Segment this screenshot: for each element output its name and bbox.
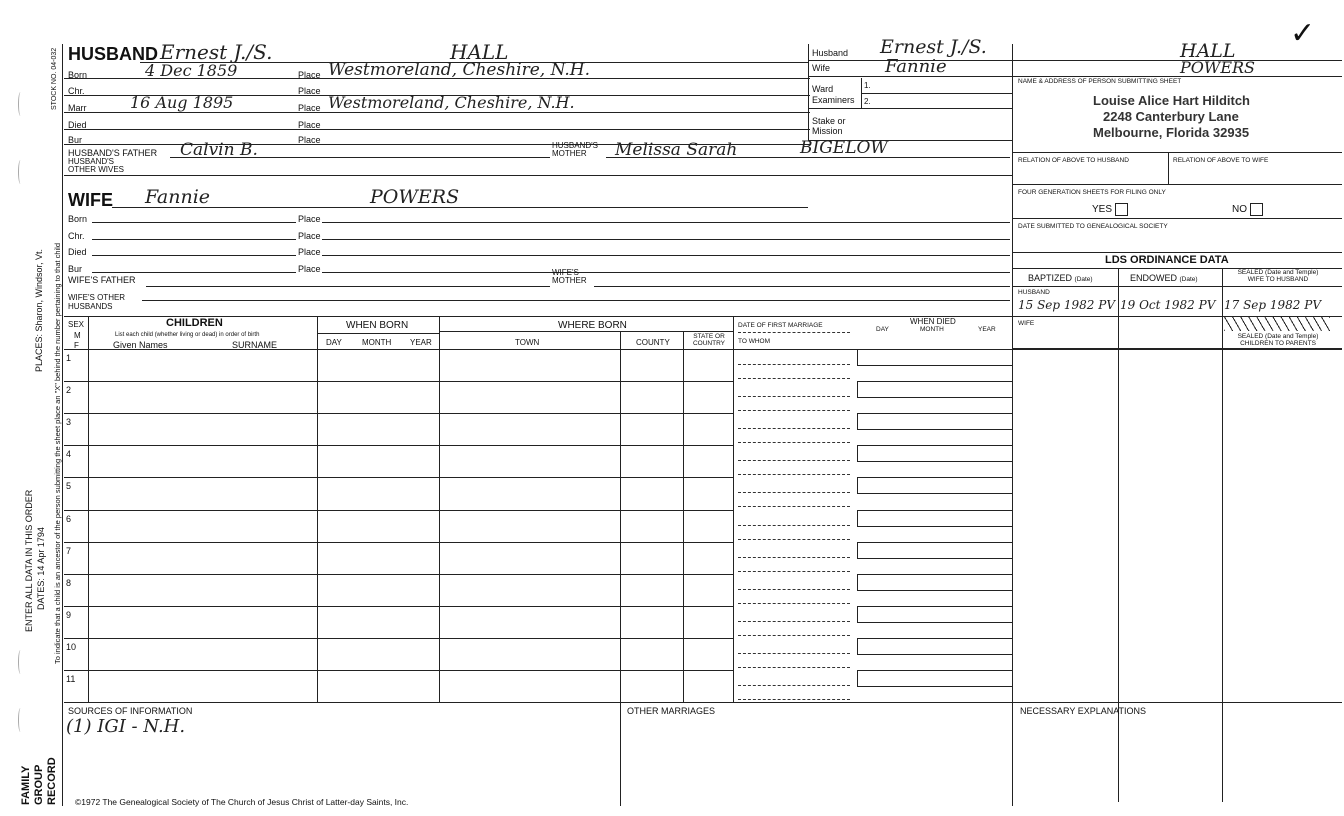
submitter-label: NAME & ADDRESS OF PERSON SUBMITTING SHEET (1018, 78, 1182, 85)
born-day: DAY (326, 338, 342, 347)
child-row-number: 10 (66, 642, 77, 652)
died-date-box (857, 606, 1013, 623)
checkmark: ✓ (1290, 16, 1316, 51)
marriage-date-line (738, 364, 850, 365)
four-gen-label: FOUR GENERATION SHEETS FOR FILING ONLY (1018, 189, 1166, 196)
when-died-label: WHEN DIED (910, 317, 956, 326)
wife-bur-label: Bur (68, 264, 83, 274)
given-names-label: Given Names (113, 340, 168, 350)
baptized-value: 15 Sep 1982 PV (1018, 298, 1115, 312)
to-whom-line (738, 603, 850, 604)
hatched-box (1224, 317, 1330, 331)
born-year: YEAR (410, 338, 432, 347)
marriage-date-line (738, 428, 850, 429)
no-box[interactable] (1250, 203, 1263, 216)
sex-label: SEX (68, 320, 85, 329)
to-whom-line (738, 410, 850, 411)
places-note: PLACES: Sharon, Windsor, Vt. (34, 248, 44, 372)
to-whom-line (738, 506, 850, 507)
examiner-1: 1. (864, 81, 871, 90)
to-whom-line (738, 699, 850, 700)
died-date-box (857, 381, 1013, 398)
wife-died-place-label: Place (298, 247, 321, 257)
marriage-date-line (738, 460, 850, 461)
husband-father-label: HUSBAND'S FATHER (68, 148, 158, 158)
other-marriages-label: OTHER MARRIAGES (627, 706, 716, 716)
wife-row-label: WIFE (1018, 320, 1035, 327)
to-whom-line (738, 635, 850, 636)
first-marriage-label: DATE OF FIRST MARRIAGE (738, 322, 823, 329)
row-divider (64, 445, 733, 446)
marriage-date-line (738, 396, 850, 397)
child-row-number: 5 (66, 481, 72, 491)
husband-row-label: HUSBAND (1018, 289, 1050, 296)
child-row-number: 8 (66, 578, 72, 588)
husband-chr-place-label: Place (298, 86, 321, 96)
endowed-value: 19 Oct 1982 PV (1120, 298, 1216, 312)
child-row-number: 9 (66, 610, 72, 620)
child-row-number: 4 (66, 449, 72, 459)
husband-marr-place-label: Place (298, 103, 321, 113)
row-divider (64, 574, 733, 575)
rh-wife-label: Wife (812, 63, 830, 73)
town-label: TOWN (515, 338, 540, 347)
row-divider (64, 381, 733, 382)
husband-label: HUSBAND (68, 44, 158, 64)
surname-label: SURNAME (232, 340, 278, 350)
stake-label: Stake or (812, 116, 846, 126)
wife-died-label: Died (68, 247, 87, 257)
husband-born-label: Born (68, 70, 88, 80)
when-born-label: WHEN BORN (346, 320, 409, 331)
submitter-name: Louise Alice Hart Hilditch (1093, 93, 1250, 108)
wife-father-label: WIFE'S FATHER (68, 275, 136, 285)
husband-died-place-label: Place (298, 120, 321, 130)
husband-father-value: Calvin B. (180, 140, 258, 160)
stock-number: STOCK NO. 04-032 (51, 47, 58, 110)
to-whom-line (738, 442, 850, 443)
yes-box[interactable] (1115, 203, 1128, 216)
husband-mother-label: HUSBAND'S MOTHER (552, 141, 598, 158)
to-whom-label: TO WHOM (738, 338, 771, 345)
husband-born-place: Westmoreland, Cheshire, N.H. (328, 60, 590, 80)
baptized-label: BAPTIZED (Date) (1028, 273, 1093, 283)
punch-mark (18, 160, 23, 184)
row-divider (64, 413, 733, 414)
examiners-label: Examiners (812, 95, 855, 105)
child-row-number: 2 (66, 385, 72, 395)
child-row-number: 7 (66, 546, 72, 556)
husband-born-value: 4 Dec 1859 (145, 61, 238, 80)
died-date-box (857, 349, 1013, 366)
sex-f: F (74, 341, 79, 350)
died-date-box (857, 542, 1013, 559)
rh-husband-label: Husband (812, 48, 849, 58)
rh-husband-value: Ernest J./S. (880, 36, 987, 58)
endowed-label: ENDOWED (Date) (1130, 273, 1198, 283)
row-divider (64, 638, 733, 639)
died-date-box (857, 638, 1013, 655)
copyright: ©1972 The Genealogical Society of The Church of Jesus Christ of Latter-day Saints, Inc. (75, 797, 409, 807)
examiner-2: 2. (864, 97, 871, 106)
wife-other-husbands-label: WIFE'S OTHER HUSBANDS (68, 293, 126, 311)
sealed-wife-label: SEALED (Date and Temple) WIFE TO HUSBAND (1237, 269, 1319, 283)
sealed-value: 17 Sep 1982 PV (1224, 298, 1321, 312)
enter-data-note: ENTER ALL DATA IN THIS ORDER (24, 489, 34, 632)
husband-chr-label: Chr. (68, 86, 85, 96)
x-note: To indicate that a child is an ancestor of the person submitting the sheet place an "X" behind the number pertaining to that child (53, 242, 62, 664)
yes-label: YES (1092, 204, 1113, 216)
died-day: DAY (876, 326, 889, 333)
where-born-label: WHERE BORN (558, 320, 627, 331)
marriage-date-line (738, 685, 850, 686)
died-date-box (857, 445, 1013, 462)
died-date-box (857, 477, 1013, 494)
rh-husband-surname: HALL (1180, 40, 1236, 62)
wife-born-label: Born (68, 214, 88, 224)
sex-m: M (74, 331, 81, 340)
record-title-record: RECORD (46, 757, 58, 805)
husband-marr-value: 16 Aug 1895 (130, 93, 234, 112)
children-title: CHILDREN (166, 317, 223, 329)
husband-born-place-label: Place (298, 70, 321, 80)
rh-wife-value: Fannie (885, 56, 947, 77)
no-label: NO (1232, 204, 1247, 216)
died-date-box (857, 510, 1013, 527)
to-whom-line (738, 571, 850, 572)
wife-label: WIFE (68, 190, 113, 210)
wife-surname: POWERS (370, 186, 460, 208)
husband-bur-place-label: Place (298, 135, 321, 145)
row-divider (64, 477, 733, 478)
punch-mark (18, 708, 23, 732)
date-submitted-label: DATE SUBMITTED TO GENEALOGICAL SOCIETY (1018, 223, 1168, 230)
punch-mark (18, 650, 23, 674)
husband-marr-label: Marr (68, 103, 87, 113)
husband-mother-surname: BIGELOW (800, 138, 888, 158)
husband-bur-label: Bur (68, 135, 83, 145)
marriage-date-line (738, 621, 850, 622)
row-divider (64, 510, 733, 511)
sources-label: SOURCES OF INFORMATION (68, 706, 193, 716)
wife-chr-label: Chr. (68, 231, 85, 241)
child-row-number: 6 (66, 514, 72, 524)
punch-mark (18, 92, 23, 116)
marriage-date-line (738, 492, 850, 493)
wife-chr-place-label: Place (298, 231, 321, 241)
marriage-date-line (738, 557, 850, 558)
children-list-note: List each child (whether living or dead) in order of birth (115, 332, 260, 338)
died-year: YEAR (978, 326, 996, 333)
husband-marr-place: Westmoreland, Cheshire, N.H. (328, 93, 575, 112)
wife-bur-place-label: Place (298, 264, 321, 274)
to-whom-line (738, 378, 850, 379)
submitter-street: 2248 Canterbury Lane (1103, 109, 1239, 124)
row-divider (64, 670, 733, 671)
died-month: MONTH (920, 326, 944, 333)
child-row-number: 11 (66, 674, 76, 684)
died-date-box (857, 574, 1013, 591)
sealed-children-label: SEALED (Date and Temple) CHILDREN TO PARENTS (1237, 333, 1319, 347)
dates-example: DATES: 14 Apr 1794 (36, 527, 46, 610)
child-row-number: 1 (66, 353, 72, 363)
relation-husband-label: RELATION OF ABOVE TO HUSBAND (1018, 157, 1129, 164)
relation-wife-label: RELATION OF ABOVE TO WIFE (1173, 157, 1269, 164)
child-row-number: 3 (66, 417, 72, 427)
necessary-explanations-label: NECESSARY EXPLANATIONS (1020, 706, 1147, 716)
husband-surname: HALL (450, 40, 509, 64)
row-divider (64, 542, 733, 543)
ward-label: Ward (812, 84, 834, 94)
born-month: MONTH (362, 338, 392, 347)
died-date-box (857, 670, 1013, 687)
yes-checkbox[interactable] (1092, 203, 1128, 216)
row-divider (64, 606, 733, 607)
sources-value: (1) IGI - N.H. (66, 716, 186, 737)
wife-given-name: Fannie (145, 186, 211, 208)
state-label: STATE OR COUNTRY (692, 333, 726, 347)
county-label: COUNTY (636, 338, 670, 347)
wife-born-place-label: Place (298, 214, 321, 224)
died-date-box (857, 413, 1013, 430)
rh-wife-surname: POWERS (1180, 58, 1256, 77)
to-whom-line (738, 539, 850, 540)
lds-title: LDS ORDINANCE DATA (1105, 254, 1229, 266)
no-checkbox[interactable] (1232, 203, 1263, 216)
marriage-date-line (738, 589, 850, 590)
record-title-group: GROUP (33, 764, 45, 805)
wife-mother-label: WIFE'S MOTHER (552, 268, 587, 285)
mission-label: Mission (812, 126, 843, 136)
record-title-family: FAMILY (20, 765, 32, 805)
submitter-city: Melbourne, Florida 32935 (1093, 125, 1250, 140)
to-whom-line (738, 667, 850, 668)
husband-died-label: Died (68, 120, 87, 130)
husband-mother-value: Melissa Sarah (615, 140, 738, 160)
husband-given-name: Ernest J./S. (160, 40, 273, 64)
to-whom-line (738, 474, 850, 475)
marriage-date-line (738, 653, 850, 654)
husband-other-wives-label: HUSBAND'S OTHER WIVES (68, 157, 125, 174)
marriage-date-line (738, 525, 850, 526)
